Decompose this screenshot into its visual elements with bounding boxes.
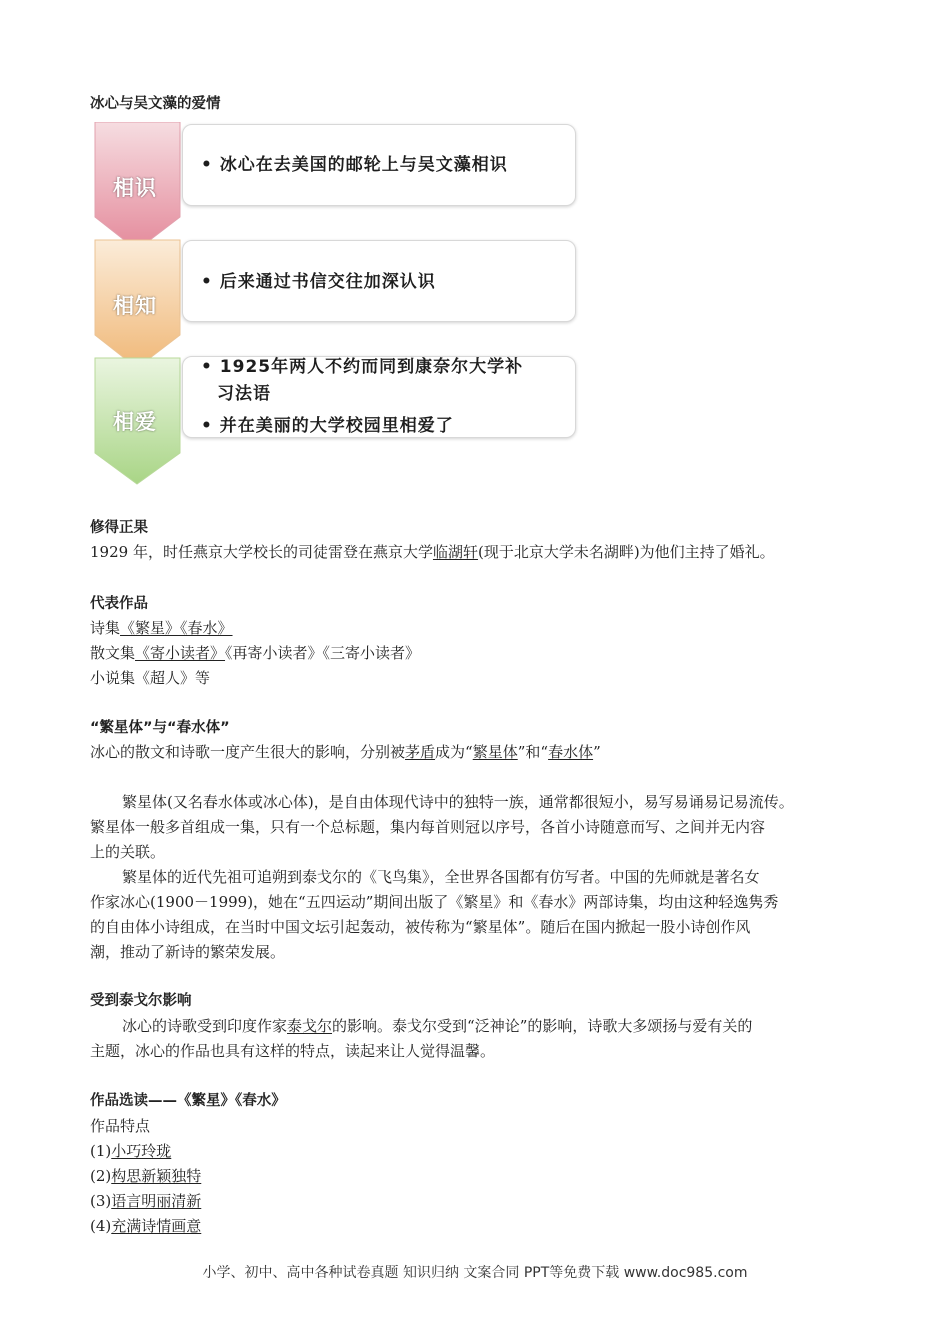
link-fanxingti[interactable]: 繁星体 — [472, 743, 518, 761]
stage-item: • 1925年两人不约而同到康奈尔大学补 — [201, 357, 524, 377]
marriage-paragraph: 1929 年，时任燕京大学校长的司徒雷登在燕京大学临湖轩(现于北京大学未名湖畔)为他们主持了婚礼。 — [90, 543, 775, 561]
tagore-line-2: 主题，冰心的作品也具有这样的特点，读起来让人觉得温馨。 — [90, 1042, 496, 1060]
feature-item: (2)构思新颖独特 — [90, 1167, 202, 1185]
feature-item: (1)小巧玲珑 — [90, 1142, 172, 1160]
stage-item-continued: 习法语 — [217, 384, 271, 404]
paragraph-line: 繁星体(又名春水体或冰心体)，是自由体现代诗中的独特一族，通常都很短小，易写易诵易记易流传。 — [122, 793, 794, 811]
works-novel: 小说集《超人》等 — [90, 669, 211, 687]
section-title-marriage: 修得正果 — [90, 520, 148, 536]
stage-item: • 冰心在去美国的邮轮上与吴文藻相识 — [201, 155, 508, 175]
section-title-selection: 作品选读——《繁星》《春水》 — [90, 1093, 286, 1109]
link-linhuxuan[interactable]: 临湖轩 — [432, 543, 478, 561]
feature-link[interactable]: 构思新颖独特 — [111, 1167, 202, 1185]
feature-link[interactable]: 语言明丽清新 — [111, 1192, 202, 1210]
section-title-tagore: 受到泰戈尔影响 — [90, 993, 192, 1009]
stage-card-2 — [182, 240, 576, 322]
features-subtitle: 作品特点 — [90, 1117, 151, 1135]
tagore-line-1: 冰心的诗歌受到印度作家泰戈尔的影响。泰戈尔受到“泛神论”的影响，诗歌大多颂扬与爱有关的 — [122, 1017, 753, 1035]
stage-card-1 — [182, 124, 576, 206]
styles-intro: 冰心的散文和诗歌一度产生很大的影响，分别被茅盾成为“繁星体”和“春水体” — [90, 743, 601, 761]
stage-label-acquaint: 相识 — [113, 176, 157, 200]
paragraph-line: 繁星体一般多首组成一集，只有一个总标题，集内每首则冠以序号，各首小诗随意而写、之间并无内容 — [90, 818, 766, 836]
section-title-works: 代表作品 — [90, 596, 148, 612]
works-prose: 散文集《寄小读者》《再寄小读者》《三寄小读者》 — [90, 644, 421, 662]
link-tagore[interactable]: 泰戈尔 — [287, 1017, 333, 1035]
feature-link[interactable]: 充满诗情画意 — [111, 1217, 202, 1235]
paragraph-line: 潮，推动了新诗的繁荣发展。 — [90, 943, 286, 961]
feature-item: (4)充满诗情画意 — [90, 1217, 202, 1235]
section-title-styles: “繁星体”与“春水体” — [90, 720, 230, 736]
link-poetry-works[interactable]: 《繁星》《春水》 — [120, 619, 233, 637]
stage-label-love: 相爱 — [113, 410, 157, 434]
stage-item: • 后来通过书信交往加深认识 — [201, 272, 436, 292]
paragraph-line: 繁星体的近代先祖可追朔到泰戈尔的《飞鸟集》，全世界各国都有仿写者。中国的先师就是著名女 — [122, 868, 760, 886]
link-maodun[interactable]: 茅盾 — [405, 743, 436, 761]
feature-item: (3)语言明丽清新 — [90, 1192, 202, 1210]
feature-link[interactable]: 小巧玲珑 — [111, 1142, 172, 1160]
love-stages-diagram — [90, 122, 582, 487]
stage-item: • 并在美丽的大学校园里相爱了 — [201, 416, 454, 436]
paragraph-line: 的自由体小诗组成，在当时中国文坛引起轰动，被传称为“繁星体”。随后在国内掀起一股小诗创作风 — [90, 918, 751, 936]
works-poetry: 诗集《繁星》《春水》 — [90, 619, 233, 637]
paragraph-line: 上的关联。 — [90, 843, 166, 861]
page-footer: 小学、初中、高中各种试卷真题 知识归纳 文案合同 PPT等免费下载 www.doc985.com — [202, 1265, 748, 1281]
link-chunshuiti[interactable]: 春水体 — [548, 743, 594, 761]
section-title-love: 冰心与吴文藻的爱情 — [90, 96, 221, 112]
stage-card-3 — [182, 356, 576, 438]
link-letters-young-readers[interactable]: 《寄小读者》 — [135, 644, 226, 662]
paragraph-line: 作家冰心(1900－1999)，她在“五四运动”期间出版了《繁星》和《春水》两部诗集，均由这种轻逸隽秀 — [90, 893, 779, 911]
stage-label-understand: 相知 — [113, 294, 157, 318]
